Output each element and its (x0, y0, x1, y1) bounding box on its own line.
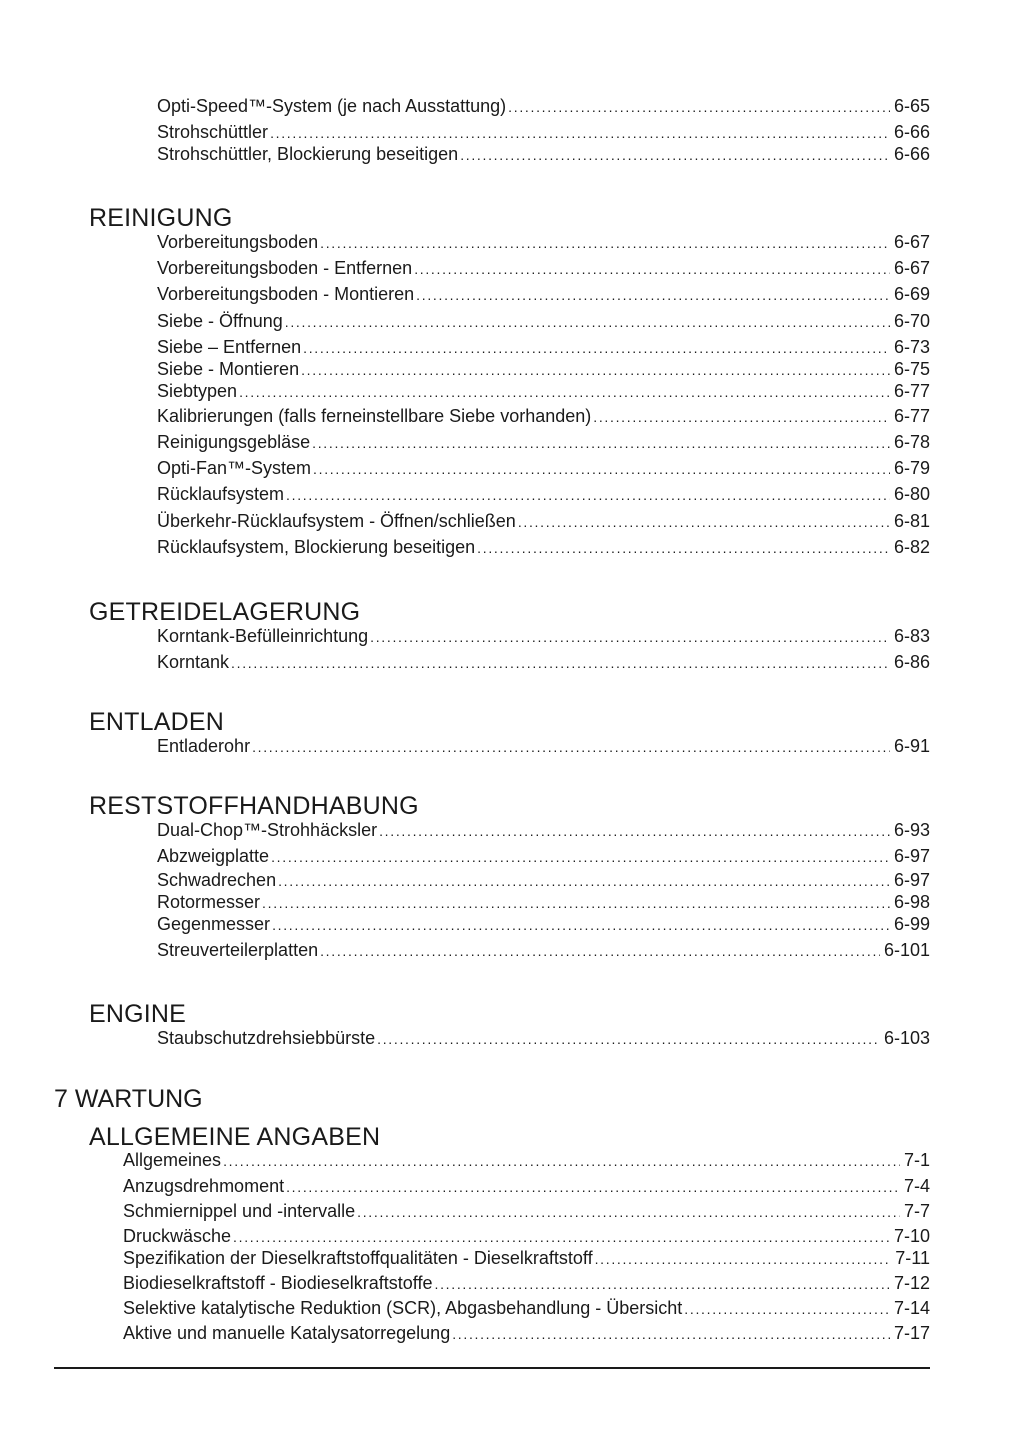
toc-entry[interactable] (123, 1149, 930, 1171)
toc-entry-page: 6-97 (893, 870, 930, 890)
toc-entry[interactable] (123, 1297, 930, 1319)
toc-entry[interactable] (123, 1247, 930, 1269)
leader-dots (508, 96, 890, 118)
leader-dots (286, 484, 890, 506)
section-heading: ENGINE (89, 1000, 187, 1028)
toc-entry[interactable] (157, 95, 930, 117)
leader-dots (301, 359, 890, 381)
leader-dots (239, 381, 890, 403)
toc-entry-label: Abzweigplatte (157, 846, 270, 866)
toc-entry-label: Vorbereitungsboden - Montieren (157, 284, 415, 304)
leader-dots (303, 337, 890, 359)
leader-dots (452, 1323, 890, 1345)
toc-entry-page: 7-14 (893, 1298, 930, 1318)
toc-entry-page: 6-69 (893, 284, 930, 304)
toc-entry[interactable] (157, 231, 930, 253)
leader-dots (271, 846, 890, 868)
leader-dots (223, 1150, 900, 1172)
leader-dots (252, 736, 890, 758)
toc-entry-label: Biodieselkraftstoff - Biodieselkraftstoffe (123, 1273, 433, 1293)
leader-dots (270, 122, 890, 144)
toc-entry[interactable] (157, 735, 930, 757)
toc-entry-page: 6-83 (893, 626, 930, 646)
toc-entry[interactable] (157, 1027, 930, 1049)
toc-entry[interactable] (157, 625, 930, 647)
toc-entry-page: 6-77 (893, 406, 930, 426)
toc-entry-page: 6-75 (893, 359, 930, 379)
toc-entry-page: 6-103 (883, 1028, 930, 1048)
toc-entry-label: Aktive und manuelle Katalysatorregelung (123, 1323, 451, 1343)
toc-entry[interactable] (157, 310, 930, 332)
section-heading: ALLGEMEINE ANGABEN (89, 1123, 381, 1151)
toc-entry[interactable] (157, 143, 930, 165)
chapter-title: 7 WARTUNG (54, 1085, 203, 1113)
toc-entry-label: Allgemeines (123, 1150, 222, 1170)
toc-entry[interactable] (123, 1175, 930, 1197)
toc-entry-page: 6-73 (893, 337, 930, 357)
toc-entry-page: 6-66 (893, 144, 930, 164)
leader-dots (320, 232, 890, 254)
toc-entry[interactable] (157, 536, 930, 558)
leader-dots (416, 284, 890, 306)
toc-entry-label: Entladerohr (157, 736, 251, 756)
toc-entry-page: 7-10 (893, 1226, 930, 1246)
toc-entry-label: Korntank-Befülleinrichtung (157, 626, 369, 646)
toc-entry-page: 7-12 (893, 1273, 930, 1293)
toc-entry-label: Anzugsdrehmoment (123, 1176, 285, 1196)
leader-dots (518, 511, 890, 533)
leader-dots (370, 626, 890, 648)
toc-entry[interactable] (157, 431, 930, 453)
toc-entry-label: Siebe - Montieren (157, 359, 300, 379)
toc-entry-label: Opti-Speed™-System (je nach Ausstattung) (157, 96, 507, 116)
leader-dots (286, 1176, 900, 1198)
toc-entry[interactable] (123, 1200, 930, 1222)
toc-entry-page: 6-98 (893, 892, 930, 912)
leader-dots (313, 458, 890, 480)
leader-dots (233, 1226, 890, 1248)
leader-dots (379, 820, 890, 842)
toc-entry-label: Spezifikation der Dieselkraftstoffqualitäten - Dieselkraftstoff (123, 1248, 593, 1268)
toc-entry-page: 6-79 (893, 458, 930, 478)
toc-entry-label: Rotormesser (157, 892, 261, 912)
toc-entry-label: Selektive katalytische Reduktion (SCR), Abgasbehandlung - Übersicht (123, 1298, 683, 1318)
toc-entry[interactable] (157, 913, 930, 935)
leader-dots (320, 940, 880, 962)
section-heading: ENTLADEN (89, 708, 224, 736)
toc-entry[interactable] (157, 121, 930, 143)
leader-dots (460, 144, 890, 166)
toc-entry-label: Schwadrechen (157, 870, 277, 890)
toc-entry-label: Schmiernippel und -intervalle (123, 1201, 356, 1221)
toc-entry[interactable] (123, 1225, 930, 1247)
toc-entry-page: 6-77 (893, 381, 930, 401)
toc-entry[interactable] (157, 257, 930, 279)
toc-entry[interactable] (157, 380, 930, 402)
leader-dots (312, 432, 890, 454)
toc-entry-label: Strohschüttler, Blockierung beseitigen (157, 144, 459, 164)
toc-entry-label: Siebe – Entfernen (157, 337, 302, 357)
toc-entry-label: Gegenmesser (157, 914, 271, 934)
leader-dots (595, 1248, 892, 1270)
leader-dots (262, 892, 890, 914)
toc-entry-page: 7-17 (893, 1323, 930, 1343)
toc-entry[interactable] (157, 405, 930, 427)
toc-entry[interactable] (157, 819, 930, 841)
leader-dots (357, 1201, 900, 1223)
toc-entry[interactable] (157, 939, 930, 961)
toc-entry-label: Siebe - Öffnung (157, 311, 283, 331)
toc-entry[interactable] (123, 1322, 930, 1344)
toc-entry[interactable] (157, 510, 930, 532)
leader-dots (285, 311, 890, 333)
toc-entry-page: 6-93 (893, 820, 930, 840)
toc-entry-label: Staubschutzdrehsiebbürste (157, 1028, 376, 1048)
toc-entry-page: 6-91 (893, 736, 930, 756)
toc-entry-label: Strohschüttler (157, 122, 269, 142)
toc-entry-page: 6-67 (893, 232, 930, 252)
toc-entry-label: Kalibrierungen (falls ferneinstellbare Siebe vorhanden) (157, 406, 592, 426)
leader-dots (377, 1028, 880, 1050)
leader-dots (272, 914, 890, 936)
toc-entry-page: 6-101 (883, 940, 930, 960)
toc-entry-label: Dual-Chop™-Strohhäcksler (157, 820, 378, 840)
toc-entry-label: Überkehr-Rücklaufsystem - Öffnen/schließen (157, 511, 516, 531)
toc-entry-label: Rücklaufsystem, Blockierung beseitigen (157, 537, 476, 557)
toc-entry-page: 6-80 (893, 484, 930, 504)
toc-entry-page: 7-1 (903, 1150, 930, 1170)
toc-entry-label: Reinigungsgebläse (157, 432, 311, 452)
section-heading: REINIGUNG (89, 204, 233, 232)
toc-entry-page: 6-86 (893, 652, 930, 672)
toc-entry-label: Siebtypen (157, 381, 238, 401)
section-heading: RESTSTOFFHANDHABUNG (89, 792, 419, 820)
toc-entry-label: Druckwäsche (123, 1226, 232, 1246)
toc-entry[interactable] (157, 651, 930, 673)
toc-entry[interactable] (123, 1272, 930, 1294)
footer-rule (54, 1367, 930, 1369)
leader-dots (435, 1273, 890, 1295)
toc-entry-page: 7-11 (895, 1248, 930, 1268)
toc-entry-page: 6-67 (893, 258, 930, 278)
toc-entry-page: 6-81 (893, 511, 930, 531)
toc-entry-label: Vorbereitungsboden (157, 232, 319, 252)
toc-entry-page: 6-99 (893, 914, 930, 934)
toc-entry-page: 6-97 (893, 846, 930, 866)
toc-entry[interactable] (157, 336, 930, 358)
toc-entry-page: 7-7 (903, 1201, 930, 1221)
toc-entry[interactable] (157, 891, 930, 913)
toc-entry-label: Streuverteilerplatten (157, 940, 319, 960)
leader-dots (231, 652, 890, 674)
toc-entry-label: Opti-Fan™-System (157, 458, 312, 478)
leader-dots (278, 870, 890, 892)
leader-dots (684, 1298, 890, 1320)
section-heading: GETREIDELAGERUNG (89, 598, 361, 626)
toc-entry[interactable] (157, 869, 930, 891)
toc-entry-label: Korntank (157, 652, 230, 672)
toc-entry[interactable] (157, 845, 930, 867)
toc-entry-page: 6-65 (893, 96, 930, 116)
toc-entry-page: 6-66 (893, 122, 930, 142)
toc-entry-page: 6-78 (893, 432, 930, 452)
toc-entry-page: 6-82 (893, 537, 930, 557)
toc-entry[interactable] (157, 358, 930, 380)
toc-entry[interactable] (157, 283, 930, 305)
leader-dots (477, 537, 890, 559)
toc-entry[interactable] (157, 457, 930, 479)
toc-entry-label: Rücklaufsystem (157, 484, 285, 504)
toc-entry[interactable] (157, 483, 930, 505)
toc-entry-page: 6-70 (893, 311, 930, 331)
toc-entry-page: 7-4 (903, 1176, 930, 1196)
leader-dots (593, 406, 890, 428)
leader-dots (414, 258, 890, 280)
toc-entry-label: Vorbereitungsboden - Entfernen (157, 258, 413, 278)
